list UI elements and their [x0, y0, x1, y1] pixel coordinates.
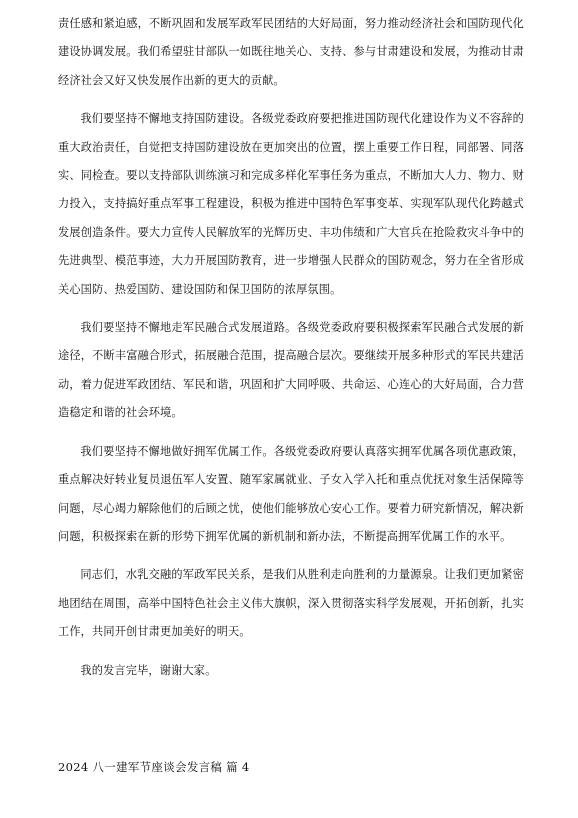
- paragraph-1: 责任感和紧迫感，不断巩固和发展军政军民团结的大好局面，努力推动经济社会和国防现代化建设协调发展。我们希望驻甘部队一如既往地关心、支持、参与甘肃建设和发展，为推动甘肃经济社会又好又快发展作出新的更大的贡献。: [58, 17, 524, 87]
- section-heading: 2024 八一建军节座谈会发言稿 篇 4: [58, 760, 250, 774]
- paragraph-3: 我们要坚持不懈地走军民融合式发展道路。各级党委政府要积极探索军民融合式发展的新途径，不断丰富融合形式，拓展融合范围，提高融合层次。要继续开展多种形式的军民共建活动，着力促进军政团结、军民和谐，巩固和扩大同呼吸、共命运、心连心的大好局面，合力营造稳定和谐的社会环境。: [58, 321, 524, 420]
- paragraph-2: 我们要坚持不懈地支持国防建设。各级党委政府要把推进国防现代化建设作为义不容辞的重大政治责任，自觉把支持国防建设放在更加突出的位置，摆上重要工作日程，同部署、同落实、同检查。要以支持部队训练演习和完成多样化军事任务为重点，不断加大人力、物力、财力投入，支持搞好重点军事工程建设，积极为推进中国特色军事变革、实现军队现代化跨越式发展创造条件。要大力宣传人民解放军的光辉历史、丰功伟绩和广大官兵在抢险救灾斗争中的先进典型、模范事迹，大力开展国防教育，进一步增强人民群众的国防观念，努力在全省形成关心国防、热爱国防、建设国防和保卫国防的浓厚氛围。: [58, 112, 524, 296]
- document-body: [58, 10, 524, 695]
- paragraph-6: 我的发言完毕，谢谢大家。: [80, 663, 217, 677]
- paragraph-5: 同志们，水乳交融的军政军民关系，是我们从胜利走向胜利的力量源泉。让我们更加紧密地团结在周围，高举中国特色社会主义伟大旗帜，深入贯彻落实科学发展观，开拓创新，扎实工作，共同开创甘肃更加美好的明天。: [58, 568, 524, 639]
- paragraph-4: 我们要坚持不懈地做好拥军优属工作。各级党委政府要认真落实拥军优属各项优惠政策，重点解决好转业复员退伍军人安置、随军家属就业、子女入学入托和重点优抚对象生活保障等问题，尽心竭力解除他们的后顾之忧，使他们能够放心安心工作。要着力研究新情况，解决新问题，积极探索在新的形势下拥军优属的新机制和新办法，不断提高拥军优属工作的水平。: [58, 444, 524, 543]
